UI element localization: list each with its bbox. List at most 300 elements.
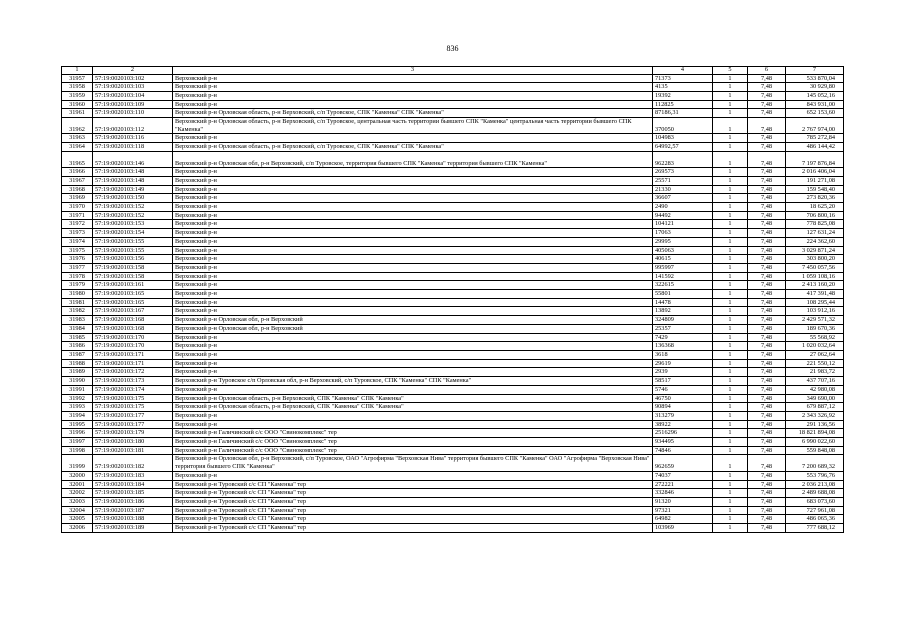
location-cell: Верховский р-н Туровский с/с СП "Каменка" тер: [173, 497, 653, 506]
table-row: [62, 446, 844, 455]
row-number-cell: 32001: [62, 480, 93, 489]
location-cell: Верховский р-н: [173, 211, 653, 220]
rate-cell: 7,48: [748, 377, 786, 386]
cadastral-value-cell: 785 272,84: [786, 134, 844, 143]
table-row: [62, 506, 844, 515]
rate-cell: 7,48: [748, 307, 786, 316]
cadastral-number-cell: 57:19:0020103:188: [93, 515, 173, 524]
rate-cell: 7,48: [748, 471, 786, 480]
area-cell: 29619: [653, 359, 713, 368]
table-row: [62, 298, 844, 307]
row-number-cell: 31994: [62, 411, 93, 420]
rate-cell: 7,48: [748, 359, 786, 368]
row-number-cell: 31986: [62, 342, 93, 351]
cadastral-value-cell: 679 887,12: [786, 403, 844, 412]
row-number-cell: 31991: [62, 385, 93, 394]
quantity-cell: 1: [713, 403, 748, 412]
area-cell: 58517: [653, 377, 713, 386]
table-row: [62, 403, 844, 412]
rate-cell: 7,48: [748, 394, 786, 403]
cadastral-number-cell: 57:19:0020103:187: [93, 506, 173, 515]
cadastral-number-cell: 57:19:0020103:146: [93, 151, 173, 167]
table-row: [62, 83, 844, 92]
row-number-cell: 31982: [62, 307, 93, 316]
location-cell: Верховский р-н: [173, 176, 653, 185]
table-row: [62, 194, 844, 203]
table-row: [62, 203, 844, 212]
location-cell: Верховский р-н Туровский с/с СП "Каменка" тер: [173, 515, 653, 524]
cadastral-number-cell: 57:19:0020103:104: [93, 91, 173, 100]
cadastral-number-cell: 57:19:0020103:165: [93, 290, 173, 299]
table-row: [62, 324, 844, 333]
row-number-cell: 31980: [62, 290, 93, 299]
row-number-cell: 31973: [62, 229, 93, 238]
area-cell: 94492: [653, 211, 713, 220]
location-cell: Верховский р-н: [173, 255, 653, 264]
table-row: [62, 211, 844, 220]
quantity-cell: 1: [713, 489, 748, 498]
cadastral-value-cell: 2 429 571,32: [786, 316, 844, 325]
quantity-cell: 1: [713, 429, 748, 438]
row-number-cell: 31998: [62, 446, 93, 455]
cadastral-number-cell: 57:19:0020103:148: [93, 176, 173, 185]
table-body: [62, 67, 844, 533]
location-cell: Верховский р-н Орловская область, р-н Верховский, СПК "Каменка" СПК "Каменка": [173, 403, 653, 412]
cadastral-value-cell: 2 767 974,00: [786, 118, 844, 134]
area-cell: 3618: [653, 350, 713, 359]
cadastral-number-cell: 57:19:0020103:148: [93, 168, 173, 177]
location-cell: Верховский р-н: [173, 91, 653, 100]
row-number-cell: 32002: [62, 489, 93, 498]
quantity-cell: 1: [713, 342, 748, 351]
cadastral-value-cell: 2 036 213,08: [786, 480, 844, 489]
rate-cell: 7,48: [748, 246, 786, 255]
cadastral-number-cell: 57:19:0020103:177: [93, 420, 173, 429]
table-row: [62, 438, 844, 447]
row-number-cell: 31964: [62, 143, 93, 152]
cadastral-value-cell: 652 153,60: [786, 109, 844, 118]
quantity-cell: 1: [713, 368, 748, 377]
cadastral-number-cell: 57:19:0020103:152: [93, 211, 173, 220]
rate-cell: 7,48: [748, 524, 786, 533]
area-cell: 322615: [653, 281, 713, 290]
area-cell: 36607: [653, 194, 713, 203]
row-number-cell: 31965: [62, 151, 93, 167]
table-row: [62, 368, 844, 377]
cadastral-number-cell: 57:19:0020103:155: [93, 237, 173, 246]
rate-cell: 7,48: [748, 385, 786, 394]
quantity-cell: 1: [713, 506, 748, 515]
table-row: [62, 307, 844, 316]
cadastral-value-cell: 559 848,08: [786, 446, 844, 455]
cadastral-number-cell: 57:19:0020103:165: [93, 298, 173, 307]
area-cell: 103969: [653, 524, 713, 533]
table-row: [62, 237, 844, 246]
cadastral-value-cell: 2 343 326,92: [786, 411, 844, 420]
table-row: [62, 471, 844, 480]
row-number-cell: 32005: [62, 515, 93, 524]
cadastral-value-cell: 7 197 876,84: [786, 151, 844, 167]
table-row: [62, 489, 844, 498]
location-cell: Верховский р-н: [173, 246, 653, 255]
table-row: [62, 429, 844, 438]
cadastral-number-cell: 57:19:0020103:175: [93, 394, 173, 403]
cadastral-value-cell: 273 820,36: [786, 194, 844, 203]
rate-cell: 7,48: [748, 438, 786, 447]
cadastral-value-cell: 486 065,36: [786, 515, 844, 524]
quantity-cell: 1: [713, 168, 748, 177]
rate-cell: 7,48: [748, 263, 786, 272]
column-header: 5: [713, 67, 748, 75]
row-number-cell: 31981: [62, 298, 93, 307]
table-row: [62, 290, 844, 299]
area-cell: 962659: [653, 455, 713, 471]
location-cell: Верховский р-н: [173, 290, 653, 299]
cadastral-value-cell: 7 450 057,56: [786, 263, 844, 272]
quantity-cell: 1: [713, 272, 748, 281]
row-number-cell: 31960: [62, 100, 93, 109]
cadastral-value-cell: 727 961,08: [786, 506, 844, 515]
table-row: [62, 143, 844, 152]
location-cell: Верховский р-н: [173, 298, 653, 307]
row-number-cell: 31961: [62, 109, 93, 118]
table-row: [62, 497, 844, 506]
cadastral-value-cell: 843 931,00: [786, 100, 844, 109]
rate-cell: 7,48: [748, 480, 786, 489]
quantity-cell: 1: [713, 83, 748, 92]
rate-cell: 7,48: [748, 333, 786, 342]
cadastral-value-cell: 2 413 160,20: [786, 281, 844, 290]
cadastral-value-cell: 1 020 032,64: [786, 342, 844, 351]
rate-cell: 7,48: [748, 403, 786, 412]
location-cell: Верховский р-н Орловская обл, р-н Верховский, с/п Туровское, территория бывшего СПК "Каменка" территория бывшего СПК "Каменка": [173, 151, 653, 167]
row-number-cell: 31988: [62, 359, 93, 368]
location-cell: Верховский р-н: [173, 83, 653, 92]
location-cell: Верховский р-н Галичинский с/с ООО "Свинокомплекс" тер: [173, 429, 653, 438]
cadastral-number-cell: 57:19:0020103:170: [93, 342, 173, 351]
rate-cell: 7,48: [748, 255, 786, 264]
rate-cell: 7,48: [748, 368, 786, 377]
rate-cell: 7,48: [748, 83, 786, 92]
area-cell: 25571: [653, 176, 713, 185]
row-number-cell: 31962: [62, 118, 93, 134]
cadastral-number-cell: 57:19:0020103:173: [93, 377, 173, 386]
area-cell: 7429: [653, 333, 713, 342]
location-cell: Верховский р-н: [173, 185, 653, 194]
rate-cell: 7,48: [748, 281, 786, 290]
area-cell: 29995: [653, 237, 713, 246]
cadastral-number-cell: 57:19:0020103:179: [93, 429, 173, 438]
cadastral-value-cell: 303 800,20: [786, 255, 844, 264]
area-cell: 13892: [653, 307, 713, 316]
cadastral-value-cell: 683 073,60: [786, 497, 844, 506]
row-number-cell: 31968: [62, 185, 93, 194]
row-number-cell: 31971: [62, 211, 93, 220]
cadastral-number-cell: 57:19:0020103:186: [93, 497, 173, 506]
cadastral-number-cell: 57:19:0020103:158: [93, 263, 173, 272]
area-cell: 269573: [653, 168, 713, 177]
table-row: [62, 100, 844, 109]
cadastral-number-cell: 57:19:0020103:168: [93, 316, 173, 325]
area-cell: 90894: [653, 403, 713, 412]
cadastral-value-cell: 30 929,80: [786, 83, 844, 92]
table-row: [62, 118, 844, 134]
rate-cell: 7,48: [748, 455, 786, 471]
location-cell: Верховский р-н: [173, 203, 653, 212]
row-number-cell: 31979: [62, 281, 93, 290]
table-row: [62, 263, 844, 272]
row-number-cell: 31957: [62, 74, 93, 83]
table-row: [62, 134, 844, 143]
quantity-cell: 1: [713, 143, 748, 152]
cadastral-value-cell: 553 796,76: [786, 471, 844, 480]
quantity-cell: 1: [713, 118, 748, 134]
location-cell: Верховский р-н Галичинский с/с ООО "Свинокомплекс" тер: [173, 438, 653, 447]
table-row: [62, 151, 844, 167]
location-cell: Верховский р-н: [173, 263, 653, 272]
cadastral-value-cell: 6 990 022,60: [786, 438, 844, 447]
quantity-cell: 1: [713, 411, 748, 420]
area-cell: 17063: [653, 229, 713, 238]
row-number-cell: 31995: [62, 420, 93, 429]
cadastral-number-cell: 57:19:0020103:175: [93, 403, 173, 412]
cadastral-value-cell: 2 489 688,08: [786, 489, 844, 498]
row-number-cell: 31978: [62, 272, 93, 281]
cadastral-number-cell: 57:19:0020103:118: [93, 143, 173, 152]
table-row: [62, 220, 844, 229]
location-cell: Верховский р-н Туровский с/с СП "Каменка" тер: [173, 489, 653, 498]
rate-cell: 7,48: [748, 185, 786, 194]
quantity-cell: 1: [713, 281, 748, 290]
cadastral-number-cell: 57:19:0020103:156: [93, 255, 173, 264]
quantity-cell: 1: [713, 480, 748, 489]
cadastral-number-cell: 57:19:0020103:185: [93, 489, 173, 498]
rate-cell: 7,48: [748, 194, 786, 203]
table-row: [62, 385, 844, 394]
cadastral-number-cell: 57:19:0020103:116: [93, 134, 173, 143]
quantity-cell: 1: [713, 333, 748, 342]
quantity-cell: 1: [713, 524, 748, 533]
location-cell: Верховский р-н: [173, 272, 653, 281]
location-cell: Верховский р-н Орловская область, р-н Верховский, с/п Туровское, центральная часть территории бывшего СПК "Каменка" центральная часть территории бывшего СПК "Каменка": [173, 118, 653, 134]
area-cell: 19392: [653, 91, 713, 100]
area-cell: 74846: [653, 446, 713, 455]
location-cell: Верховский р-н: [173, 333, 653, 342]
quantity-cell: 1: [713, 255, 748, 264]
cadastral-number-cell: 57:19:0020103:154: [93, 229, 173, 238]
table-row: [62, 168, 844, 177]
location-cell: Верховский р-н: [173, 420, 653, 429]
location-cell: Верховский р-н: [173, 220, 653, 229]
cadastral-value-cell: 108 295,44: [786, 298, 844, 307]
quantity-cell: 1: [713, 229, 748, 238]
area-cell: 104121: [653, 220, 713, 229]
cadastral-number-cell: 57:19:0020103:158: [93, 272, 173, 281]
rate-cell: 7,48: [748, 91, 786, 100]
row-number-cell: 31975: [62, 246, 93, 255]
quantity-cell: 1: [713, 307, 748, 316]
rate-cell: 7,48: [748, 411, 786, 420]
quantity-cell: 1: [713, 471, 748, 480]
column-header: 4: [653, 67, 713, 75]
cadastral-value-cell: 189 670,36: [786, 324, 844, 333]
table-row: [62, 333, 844, 342]
location-cell: Верховский р-н: [173, 471, 653, 480]
quantity-cell: 1: [713, 394, 748, 403]
row-number-cell: 31987: [62, 350, 93, 359]
cadastral-value-cell: 27 062,64: [786, 350, 844, 359]
cadastral-value-cell: 778 825,08: [786, 220, 844, 229]
cadastral-number-cell: 57:19:0020103:184: [93, 480, 173, 489]
table-row: [62, 420, 844, 429]
quantity-cell: 1: [713, 263, 748, 272]
quantity-cell: 1: [713, 324, 748, 333]
cadastral-value-cell: 18 625,20: [786, 203, 844, 212]
cadastral-value-cell: 777 688,12: [786, 524, 844, 533]
cadastral-value-cell: 127 631,24: [786, 229, 844, 238]
quantity-cell: 1: [713, 151, 748, 167]
area-cell: 55801: [653, 290, 713, 299]
table-row: [62, 411, 844, 420]
location-cell: Верховский р-н: [173, 368, 653, 377]
column-header: 2: [93, 67, 173, 75]
row-number-cell: 31992: [62, 394, 93, 403]
area-cell: 995997: [653, 263, 713, 272]
cadastral-value-cell: 3 029 871,24: [786, 246, 844, 255]
location-cell: Верховский р-н: [173, 100, 653, 109]
quantity-cell: 1: [713, 316, 748, 325]
cadastral-number-cell: 57:19:0020103:182: [93, 455, 173, 471]
rate-cell: 7,48: [748, 109, 786, 118]
area-cell: 71373: [653, 74, 713, 83]
rate-cell: 7,48: [748, 429, 786, 438]
area-cell: 370050: [653, 118, 713, 134]
rate-cell: 7,48: [748, 298, 786, 307]
cadastral-number-cell: 57:19:0020103:161: [93, 281, 173, 290]
cadastral-value-cell: 42 980,08: [786, 385, 844, 394]
cadastral-number-cell: 57:19:0020103:103: [93, 83, 173, 92]
cadastral-number-cell: 57:19:0020103:177: [93, 411, 173, 420]
row-number-cell: 31997: [62, 438, 93, 447]
rate-cell: 7,48: [748, 74, 786, 83]
cadastral-value-cell: 55 568,92: [786, 333, 844, 342]
cadastral-value-cell: 159 548,40: [786, 185, 844, 194]
rate-cell: 7,48: [748, 350, 786, 359]
location-cell: Верховский р-н: [173, 237, 653, 246]
quantity-cell: 1: [713, 109, 748, 118]
row-number-cell: 31990: [62, 377, 93, 386]
row-number-cell: 32003: [62, 497, 93, 506]
quantity-cell: 1: [713, 211, 748, 220]
location-cell: Верховский р-н: [173, 411, 653, 420]
column-header: 7: [786, 67, 844, 75]
location-cell: Верховский р-н: [173, 307, 653, 316]
quantity-cell: 1: [713, 176, 748, 185]
quantity-cell: 1: [713, 194, 748, 203]
row-number-cell: 31963: [62, 134, 93, 143]
cadastral-value-cell: 291 136,56: [786, 420, 844, 429]
area-cell: 25357: [653, 324, 713, 333]
location-cell: Верховский р-н: [173, 342, 653, 351]
column-header: 3: [173, 67, 653, 75]
table-row: [62, 350, 844, 359]
location-cell: Верховский р-н: [173, 229, 653, 238]
quantity-cell: 1: [713, 350, 748, 359]
row-number-cell: 31958: [62, 83, 93, 92]
quantity-cell: 1: [713, 185, 748, 194]
location-cell: Верховский р-н: [173, 134, 653, 143]
row-number-cell: 31993: [62, 403, 93, 412]
table-row: [62, 255, 844, 264]
area-cell: 405063: [653, 246, 713, 255]
quantity-cell: 1: [713, 203, 748, 212]
area-cell: 5746: [653, 385, 713, 394]
quantity-cell: 1: [713, 290, 748, 299]
rate-cell: 7,48: [748, 118, 786, 134]
location-cell: Верховский р-н Туровский с/с СП "Каменка" тер: [173, 506, 653, 515]
area-cell: 313279: [653, 411, 713, 420]
cadastral-value-cell: 1 059 108,16: [786, 272, 844, 281]
area-cell: 324809: [653, 316, 713, 325]
area-cell: 141592: [653, 272, 713, 281]
area-cell: 272221: [653, 480, 713, 489]
location-cell: Верховский р-н Туровский с/с СП "Каменка" тер: [173, 480, 653, 489]
rate-cell: 7,48: [748, 342, 786, 351]
rate-cell: 7,48: [748, 211, 786, 220]
area-cell: 2490: [653, 203, 713, 212]
location-cell: Верховский р-н: [173, 359, 653, 368]
row-number-cell: 31974: [62, 237, 93, 246]
cadastral-number-cell: 57:19:0020103:170: [93, 333, 173, 342]
location-cell: Верховский р-н Орловская обл, р-н Верховский: [173, 324, 653, 333]
rate-cell: 7,48: [748, 237, 786, 246]
location-cell: Верховский р-н: [173, 194, 653, 203]
quantity-cell: 1: [713, 377, 748, 386]
location-cell: Верховский р-н Орловская область, р-н Верховский, с/п Туровское, СПК "Каменка" СПК "Каменка": [173, 109, 653, 118]
row-number-cell: 31970: [62, 203, 93, 212]
rate-cell: 7,48: [748, 316, 786, 325]
location-cell: Верховский р-н Орловская обл, р-н Верховский: [173, 316, 653, 325]
location-cell: Верховский р-н Орловская обл, р-н Верховский, с/п Туровское, ОАО "Агрофирма "Верховская Нива" территория бывшего СПК "Каменка" ОАО "Агрофирма "Верховская Нива" территория бывшего СПК "Каменка": [173, 455, 653, 471]
row-number-cell: 32006: [62, 524, 93, 533]
quantity-cell: 1: [713, 359, 748, 368]
quantity-cell: 1: [713, 91, 748, 100]
row-number-cell: 31977: [62, 263, 93, 272]
area-cell: 40615: [653, 255, 713, 264]
cadastral-value-cell: 417 391,48: [786, 290, 844, 299]
rate-cell: 7,48: [748, 489, 786, 498]
area-cell: 104983: [653, 134, 713, 143]
quantity-cell: 1: [713, 515, 748, 524]
rate-cell: 7,48: [748, 272, 786, 281]
rate-cell: 7,48: [748, 134, 786, 143]
area-cell: 2516296: [653, 429, 713, 438]
row-number-cell: 31985: [62, 333, 93, 342]
land-plots-table: [61, 66, 844, 533]
row-number-cell: 31966: [62, 168, 93, 177]
quantity-cell: 1: [713, 497, 748, 506]
quantity-cell: 1: [713, 237, 748, 246]
location-cell: Верховский р-н Орловская область, р-н Верховский, с/п Туровское, СПК "Каменка" СПК "Каменка": [173, 143, 653, 152]
table-row: [62, 185, 844, 194]
row-number-cell: 31989: [62, 368, 93, 377]
quantity-cell: 1: [713, 446, 748, 455]
table-row: [62, 377, 844, 386]
column-header: 6: [748, 67, 786, 75]
row-number-cell: 31969: [62, 194, 93, 203]
area-cell: 74037: [653, 471, 713, 480]
cadastral-number-cell: 57:19:0020103:171: [93, 350, 173, 359]
